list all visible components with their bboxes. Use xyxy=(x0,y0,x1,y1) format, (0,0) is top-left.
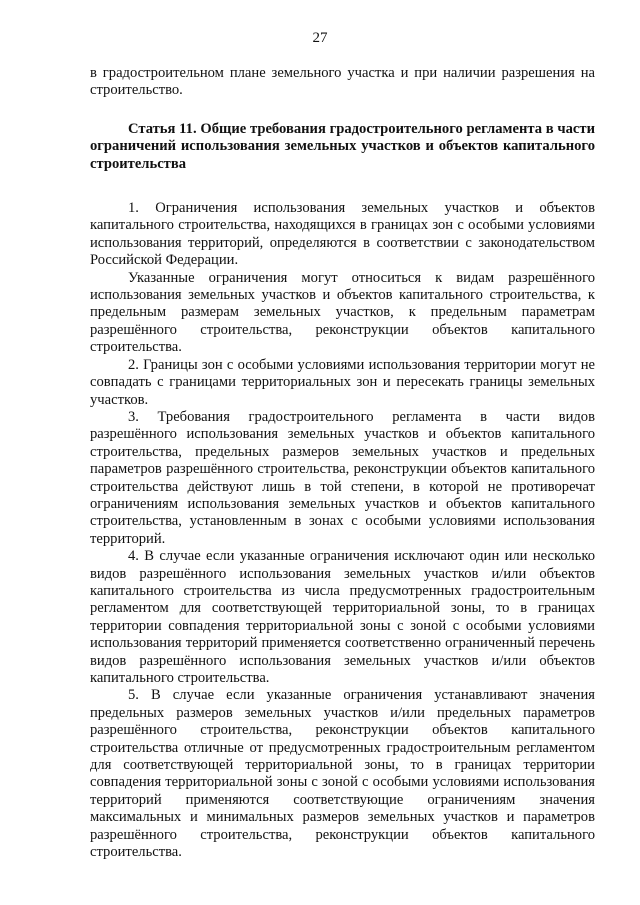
document-body xyxy=(90,65,595,861)
paragraph-4: 4. В случае если указанные ограничения исключают один или несколько видов разрешённого использования земельных участков и/или объектов капитального строительства из числа предусмотренных градостроительным регламентом для соответствующей территориальной зоны, то в границах территории совпадения территориальной зоны с зоной с особыми условиями использования территорий применяется соответственно ограниченный перечень видов разрешённого использования земельных участков и/или объектов капитального строительства. xyxy=(90,548,595,686)
paragraph-1: 1. Ограничения использования земельных участков и объектов капитального строительства, находящихся в границах зон с особыми условиями использования территорий, определяются в соответствии с законодательством Российской Федерации. xyxy=(90,200,595,269)
intro-paragraph: в градостроительном плане земельного участка и при наличии разрешения на строительство. xyxy=(90,65,595,99)
article-heading: Статья 11. Общие требования градостроительного регламента в части ограничений использования земельных участков и объектов капитального строительства xyxy=(90,120,595,172)
paragraph-2: 2. Границы зон с особыми условиями использования территории могут не совпадать с границами территориальных зон и пересекать границы земельных участков. xyxy=(90,356,595,408)
paragraph-3: 3. Требования градостроительного регламента в части видов разрешённого использования земельных участков и объектов капитального строительства, предельных размеров земельных участков и предельных параметров разрешённого строительства, реконструкции объектов капитального строительства действуют лишь в той степени, в которой не противоречат ограничениям использования земельных участков и объектов капитального строительства, установленным в зонах с особыми условиями использования территорий. xyxy=(90,408,595,547)
paragraph-5: 5. В случае если указанные ограничения устанавливают значения предельных размеров земельных участков и/или предельных параметров разрешённого строительства, реконструкции объектов капитального строительства отличные от предусмотренных градостроительным регламентом для соответствующей территориальной зоны, то в границах территории совпадения территориальной зоны с зоной с особыми условиями использования территорий применяются соответствующие ограничениям значения максимальных и минимальных размеров земельных участков и параметров разрешённого строительства, реконструкции объектов капитального строительства. xyxy=(90,687,595,861)
paragraph-1-continued: Указанные ограничения могут относиться к видам разрешённого использования земельных участков и объектов капитального строительства, к предельным размерам земельных участков, к предельным параметрам разрешённого строительства, реконструкции объектов капитального строительства. xyxy=(90,269,595,356)
page-number: 27 xyxy=(312,30,328,46)
